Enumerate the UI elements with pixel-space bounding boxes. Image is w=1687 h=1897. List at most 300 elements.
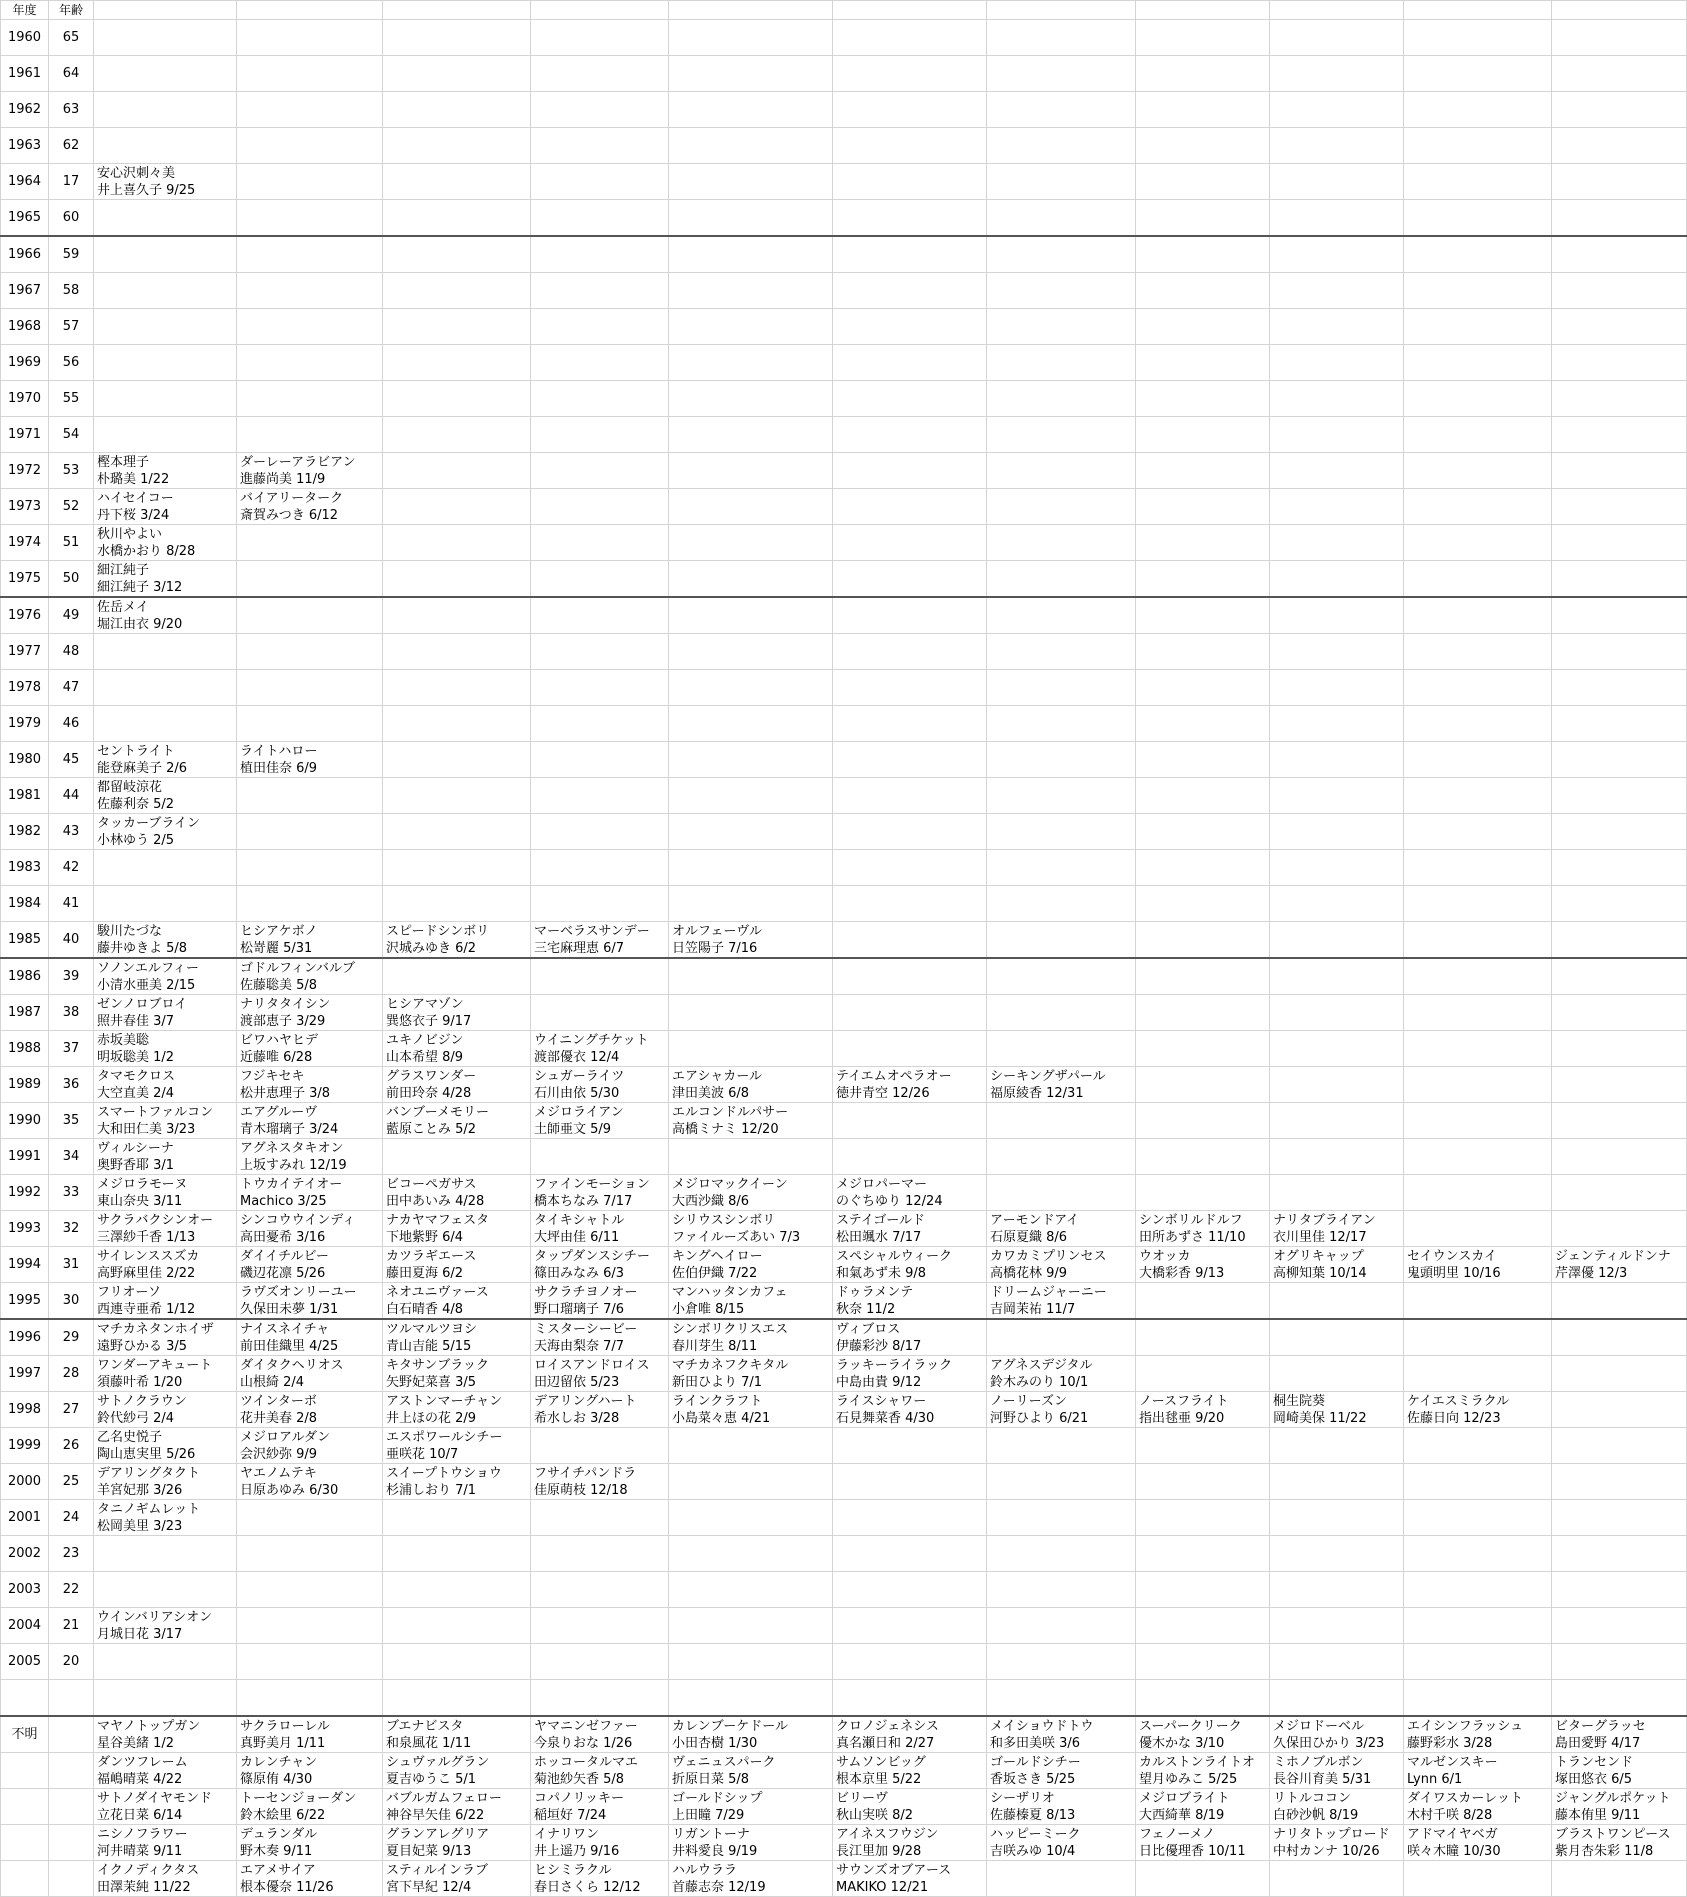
entry-cell[interactable] [94,128,237,164]
entry-cell[interactable] [383,489,531,525]
entry-cell[interactable] [94,273,237,309]
entry-cell[interactable] [531,958,669,995]
entry-cell[interactable] [669,345,833,381]
age-cell[interactable] [49,1789,94,1825]
entry-cell[interactable] [987,1103,1136,1139]
entry-cell[interactable] [1136,1175,1270,1211]
entry-cell[interactable] [1270,236,1404,273]
entry-cell[interactable] [1552,1572,1687,1608]
entry-cell[interactable] [531,56,669,92]
entry-cell[interactable] [1404,922,1552,959]
year-cell[interactable]: 1986 [1,958,49,995]
entry-cell[interactable] [1552,706,1687,742]
entry-cell[interactable] [1270,200,1404,237]
entry-cell[interactable] [669,309,833,345]
entry-cell[interactable] [1404,128,1552,164]
entry-cell[interactable] [94,1319,237,1356]
entry-cell[interactable] [94,417,237,453]
year-cell[interactable]: 1984 [1,886,49,922]
entry-cell[interactable] [987,56,1136,92]
header-empty-cell[interactable] [1270,1,1404,20]
entry-cell[interactable] [383,417,531,453]
entry-cell[interactable] [383,1464,531,1500]
entry-cell[interactable] [987,381,1136,417]
entry-cell[interactable] [669,525,833,561]
entry-cell[interactable] [987,417,1136,453]
age-cell[interactable]: 53 [49,453,94,489]
age-cell[interactable]: 37 [49,1031,94,1067]
entry-cell[interactable] [987,200,1136,237]
entry-cell[interactable] [669,561,833,598]
entry-cell[interactable] [237,1175,383,1211]
entry-cell[interactable] [669,489,833,525]
entry-cell[interactable] [237,128,383,164]
age-cell[interactable]: 44 [49,778,94,814]
entry-cell[interactable] [669,1572,833,1608]
entry-cell[interactable] [237,20,383,56]
entry-cell[interactable] [1270,1500,1404,1536]
entry-cell[interactable] [669,1753,833,1789]
entry-cell[interactable] [237,1031,383,1067]
entry-cell[interactable] [669,1139,833,1175]
year-cell[interactable]: 1982 [1,814,49,850]
entry-cell[interactable] [237,1789,383,1825]
entry-cell[interactable] [1552,1716,1687,1753]
year-cell[interactable]: 1971 [1,417,49,453]
entry-cell[interactable] [1404,561,1552,598]
year-cell[interactable]: 1965 [1,200,49,237]
entry-cell[interactable] [987,1211,1136,1247]
entry-cell[interactable] [1136,1608,1270,1644]
entry-cell[interactable] [833,1319,987,1356]
entry-cell[interactable] [1404,525,1552,561]
entry-cell[interactable] [1270,1139,1404,1175]
entry-cell[interactable] [987,1139,1136,1175]
entry-cell[interactable] [987,128,1136,164]
year-cell[interactable]: 1960 [1,20,49,56]
entry-cell[interactable] [1136,1031,1270,1067]
entry-cell[interactable] [987,1464,1136,1500]
entry-cell[interactable] [531,345,669,381]
age-cell[interactable] [49,1861,94,1897]
entry-cell[interactable] [94,56,237,92]
entry-cell[interactable] [987,1825,1136,1861]
entry-cell[interactable] [1270,1356,1404,1392]
entry-cell[interactable] [1404,1825,1552,1861]
entry-cell[interactable] [237,1716,383,1753]
entry-cell[interactable] [531,742,669,778]
entry-cell[interactable] [1270,164,1404,200]
entry-cell[interactable] [1270,1572,1404,1608]
entry-cell[interactable] [237,236,383,273]
entry-cell[interactable] [237,1680,383,1717]
entry-cell[interactable] [1270,453,1404,489]
age-cell[interactable] [49,1716,94,1753]
header-empty-cell[interactable] [531,1,669,20]
entry-cell[interactable] [669,92,833,128]
entry-cell[interactable] [833,1861,987,1897]
entry-cell[interactable] [237,525,383,561]
entry-cell[interactable] [1404,453,1552,489]
entry-cell[interactable] [1404,1680,1552,1717]
entry-cell[interactable] [833,1753,987,1789]
entry-cell[interactable] [1270,273,1404,309]
entry-cell[interactable] [237,922,383,959]
year-cell[interactable] [1,1825,49,1861]
entry-cell[interactable] [669,236,833,273]
entry-cell[interactable] [1136,706,1270,742]
entry-cell[interactable] [833,958,987,995]
year-cell[interactable]: 1987 [1,995,49,1031]
entry-cell[interactable] [833,742,987,778]
year-cell[interactable] [1,1789,49,1825]
entry-cell[interactable] [1552,417,1687,453]
entry-cell[interactable] [383,128,531,164]
year-cell[interactable]: 1964 [1,164,49,200]
year-cell[interactable]: 1975 [1,561,49,598]
entry-cell[interactable] [1552,1789,1687,1825]
age-cell[interactable]: 52 [49,489,94,525]
entry-cell[interactable] [1552,1103,1687,1139]
entry-cell[interactable] [833,1536,987,1572]
entry-cell[interactable] [987,1031,1136,1067]
entry-cell[interactable] [94,814,237,850]
entry-cell[interactable] [833,1644,987,1680]
entry-cell[interactable] [987,1680,1136,1717]
entry-cell[interactable] [94,886,237,922]
entry-cell[interactable] [1404,1031,1552,1067]
entry-cell[interactable] [1136,1680,1270,1717]
entry-cell[interactable] [383,525,531,561]
entry-cell[interactable] [1136,1428,1270,1464]
entry-cell[interactable] [1404,1139,1552,1175]
header-empty-cell[interactable] [987,1,1136,20]
entry-cell[interactable] [531,1825,669,1861]
entry-cell[interactable] [237,634,383,670]
entry-cell[interactable] [1404,200,1552,237]
entry-cell[interactable] [1552,778,1687,814]
entry-cell[interactable] [531,1716,669,1753]
year-cell[interactable]: 1977 [1,634,49,670]
entry-cell[interactable] [383,597,531,634]
entry-cell[interactable] [1404,489,1552,525]
entry-cell[interactable] [669,634,833,670]
entry-cell[interactable] [383,1572,531,1608]
year-cell[interactable]: 1990 [1,1103,49,1139]
entry-cell[interactable] [94,1716,237,1753]
entry-cell[interactable] [1136,850,1270,886]
age-cell[interactable] [49,1680,94,1717]
year-cell[interactable]: 1973 [1,489,49,525]
entry-cell[interactable] [383,561,531,598]
age-cell[interactable]: 36 [49,1067,94,1103]
entry-cell[interactable] [987,778,1136,814]
entry-cell[interactable] [1552,1861,1687,1897]
entry-cell[interactable] [1404,958,1552,995]
age-cell[interactable]: 28 [49,1356,94,1392]
entry-cell[interactable] [531,1067,669,1103]
entry-cell[interactable] [1136,1103,1270,1139]
header-empty-cell[interactable] [1136,1,1270,20]
entry-cell[interactable] [1136,525,1270,561]
entry-cell[interactable] [987,1572,1136,1608]
entry-cell[interactable] [531,273,669,309]
age-cell[interactable]: 35 [49,1103,94,1139]
entry-cell[interactable] [94,561,237,598]
entry-cell[interactable] [1552,1211,1687,1247]
entry-cell[interactable] [383,1319,531,1356]
year-cell[interactable]: 2002 [1,1536,49,1572]
entry-cell[interactable] [669,995,833,1031]
entry-cell[interactable] [1552,1500,1687,1536]
entry-cell[interactable] [1270,1825,1404,1861]
entry-cell[interactable] [1404,1428,1552,1464]
entry-cell[interactable] [669,1356,833,1392]
entry-cell[interactable] [669,1283,833,1320]
entry-cell[interactable] [531,417,669,453]
entry-cell[interactable] [94,634,237,670]
entry-cell[interactable] [1270,1067,1404,1103]
entry-cell[interactable] [669,1789,833,1825]
entry-cell[interactable] [383,1536,531,1572]
entry-cell[interactable] [237,1283,383,1320]
entry-cell[interactable] [669,1175,833,1211]
year-cell[interactable]: 1979 [1,706,49,742]
entry-cell[interactable] [531,1500,669,1536]
entry-cell[interactable] [531,634,669,670]
entry-cell[interactable] [1404,164,1552,200]
entry-cell[interactable] [383,1356,531,1392]
entry-cell[interactable] [383,1428,531,1464]
entry-cell[interactable] [1136,273,1270,309]
entry-cell[interactable] [383,1716,531,1753]
entry-cell[interactable] [669,886,833,922]
age-cell[interactable]: 46 [49,706,94,742]
entry-cell[interactable] [1270,20,1404,56]
entry-cell[interactable] [833,1139,987,1175]
entry-cell[interactable] [1552,886,1687,922]
entry-cell[interactable] [1136,56,1270,92]
year-cell[interactable]: 1970 [1,381,49,417]
entry-cell[interactable] [987,309,1136,345]
entry-cell[interactable] [94,489,237,525]
entry-cell[interactable] [531,778,669,814]
entry-cell[interactable] [1552,453,1687,489]
entry-cell[interactable] [1552,670,1687,706]
entry-cell[interactable] [237,850,383,886]
entry-cell[interactable] [383,1680,531,1717]
entry-cell[interactable] [383,1067,531,1103]
age-cell[interactable]: 17 [49,164,94,200]
entry-cell[interactable] [833,92,987,128]
entry-cell[interactable] [383,1753,531,1789]
entry-cell[interactable] [1136,1536,1270,1572]
entry-cell[interactable] [833,164,987,200]
entry-cell[interactable] [833,1175,987,1211]
entry-cell[interactable] [833,56,987,92]
year-cell[interactable]: 1972 [1,453,49,489]
entry-cell[interactable] [1270,742,1404,778]
entry-cell[interactable] [237,814,383,850]
entry-cell[interactable] [94,1644,237,1680]
entry-cell[interactable] [237,778,383,814]
entry-cell[interactable] [1552,525,1687,561]
age-cell[interactable]: 34 [49,1139,94,1175]
entry-cell[interactable] [1552,381,1687,417]
entry-cell[interactable] [987,1789,1136,1825]
entry-cell[interactable] [531,128,669,164]
year-cell[interactable]: 1992 [1,1175,49,1211]
entry-cell[interactable] [833,381,987,417]
entry-cell[interactable] [94,345,237,381]
entry-cell[interactable] [237,995,383,1031]
entry-cell[interactable] [987,922,1136,959]
entry-cell[interactable] [1136,670,1270,706]
entry-cell[interactable] [833,1392,987,1428]
entry-cell[interactable] [1552,1825,1687,1861]
entry-cell[interactable] [669,670,833,706]
entry-cell[interactable] [987,1428,1136,1464]
entry-cell[interactable] [669,1428,833,1464]
entry-cell[interactable] [1270,1464,1404,1500]
entry-cell[interactable] [669,164,833,200]
entry-cell[interactable] [531,164,669,200]
entry-cell[interactable] [237,381,383,417]
entry-cell[interactable] [1552,1319,1687,1356]
year-cell[interactable]: 1967 [1,273,49,309]
entry-cell[interactable] [1136,1644,1270,1680]
entry-cell[interactable] [987,1536,1136,1572]
entry-cell[interactable] [1552,1175,1687,1211]
year-cell[interactable]: 1962 [1,92,49,128]
entry-cell[interactable] [987,1753,1136,1789]
entry-cell[interactable] [1270,958,1404,995]
entry-cell[interactable] [1270,417,1404,453]
year-cell[interactable]: 1989 [1,1067,49,1103]
entry-cell[interactable] [833,597,987,634]
entry-cell[interactable] [237,1464,383,1500]
entry-cell[interactable] [383,1861,531,1897]
entry-cell[interactable] [383,706,531,742]
age-cell[interactable]: 39 [49,958,94,995]
age-cell[interactable]: 24 [49,1500,94,1536]
entry-cell[interactable] [1404,1753,1552,1789]
entry-cell[interactable] [1404,1536,1552,1572]
entry-cell[interactable] [1270,922,1404,959]
entry-cell[interactable] [1552,236,1687,273]
entry-cell[interactable] [94,525,237,561]
entry-cell[interactable] [1552,164,1687,200]
entry-cell[interactable] [669,814,833,850]
entry-cell[interactable] [1552,1247,1687,1283]
entry-cell[interactable] [237,1825,383,1861]
entry-cell[interactable] [531,1608,669,1644]
entry-cell[interactable] [669,1716,833,1753]
entry-cell[interactable] [383,742,531,778]
age-cell[interactable] [49,1753,94,1789]
entry-cell[interactable] [531,92,669,128]
entry-cell[interactable] [1270,1680,1404,1717]
entry-cell[interactable] [237,1500,383,1536]
entry-cell[interactable] [669,417,833,453]
entry-cell[interactable] [1270,1753,1404,1789]
entry-cell[interactable] [987,164,1136,200]
entry-cell[interactable] [987,1067,1136,1103]
entry-cell[interactable] [669,597,833,634]
year-cell[interactable] [1,1680,49,1717]
entry-cell[interactable] [1552,597,1687,634]
entry-cell[interactable] [1552,345,1687,381]
entry-cell[interactable] [833,1572,987,1608]
age-cell[interactable]: 29 [49,1319,94,1356]
entry-cell[interactable] [1270,1211,1404,1247]
entry-cell[interactable] [531,850,669,886]
year-cell[interactable]: 1978 [1,670,49,706]
entry-cell[interactable] [1270,1536,1404,1572]
entry-cell[interactable] [833,561,987,598]
entry-cell[interactable] [833,1211,987,1247]
entry-cell[interactable] [1404,417,1552,453]
age-cell[interactable]: 41 [49,886,94,922]
entry-cell[interactable] [987,886,1136,922]
entry-cell[interactable] [1552,922,1687,959]
entry-cell[interactable] [1404,1356,1552,1392]
age-cell[interactable]: 31 [49,1247,94,1283]
entry-cell[interactable] [833,273,987,309]
year-cell[interactable]: 1969 [1,345,49,381]
entry-cell[interactable] [1552,1067,1687,1103]
entry-cell[interactable] [1136,20,1270,56]
entry-cell[interactable] [1136,489,1270,525]
entry-cell[interactable] [531,236,669,273]
entry-cell[interactable] [237,1536,383,1572]
entry-cell[interactable] [987,958,1136,995]
entry-cell[interactable] [1136,1789,1270,1825]
entry-cell[interactable] [531,1031,669,1067]
entry-cell[interactable] [1270,1716,1404,1753]
entry-cell[interactable] [1404,1283,1552,1320]
entry-cell[interactable] [383,1139,531,1175]
year-cell[interactable]: 1998 [1,1392,49,1428]
entry-cell[interactable] [1552,1464,1687,1500]
entry-cell[interactable] [1136,128,1270,164]
header-empty-cell[interactable] [669,1,833,20]
header-empty-cell[interactable] [1404,1,1552,20]
entry-cell[interactable] [94,1283,237,1320]
entry-cell[interactable] [1136,381,1270,417]
entry-cell[interactable] [1270,128,1404,164]
entry-cell[interactable] [531,886,669,922]
entry-cell[interactable] [531,1680,669,1717]
year-cell[interactable]: 2003 [1,1572,49,1608]
entry-cell[interactable] [833,1464,987,1500]
entry-cell[interactable] [237,1319,383,1356]
header-year[interactable]: 年度 [1,1,49,20]
entry-cell[interactable] [1552,200,1687,237]
year-cell[interactable]: 1974 [1,525,49,561]
entry-cell[interactable] [94,1428,237,1464]
entry-cell[interactable] [1552,995,1687,1031]
entry-cell[interactable] [94,164,237,200]
entry-cell[interactable] [987,1500,1136,1536]
entry-cell[interactable] [383,164,531,200]
entry-cell[interactable] [1136,742,1270,778]
entry-cell[interactable] [1270,56,1404,92]
age-cell[interactable]: 49 [49,597,94,634]
entry-cell[interactable] [1136,1067,1270,1103]
entry-cell[interactable] [833,1031,987,1067]
entry-cell[interactable] [1552,1680,1687,1717]
